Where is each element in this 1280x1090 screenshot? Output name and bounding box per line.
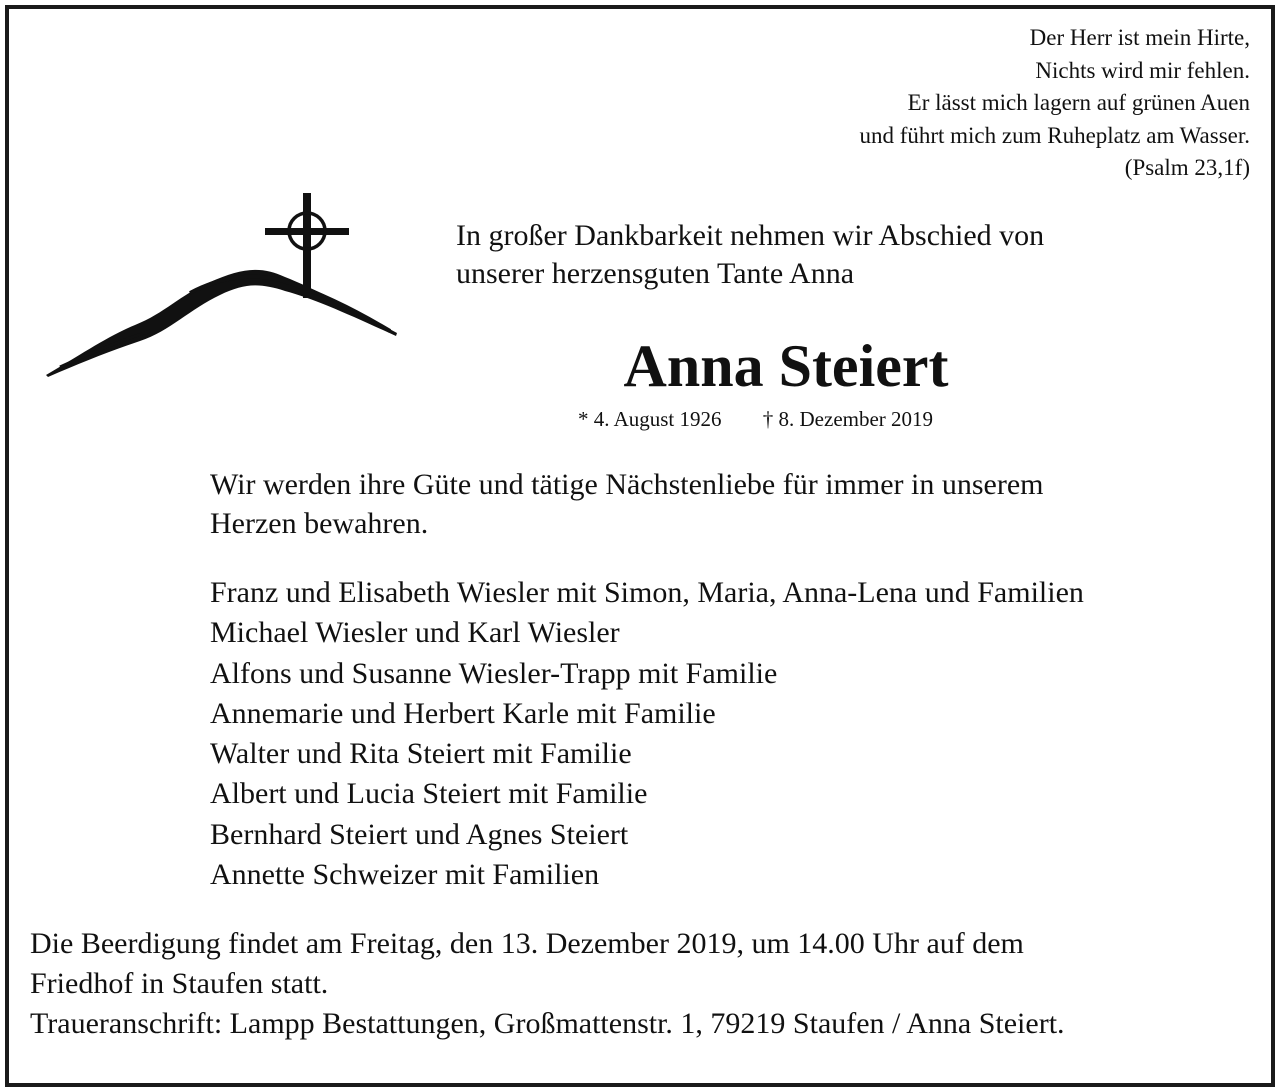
psalm-quote [859, 22, 1250, 185]
birth-date: * 4. August 1926 [578, 407, 722, 431]
deceased-name: Anna Steiert [623, 333, 949, 399]
list-item: Michael Wiesler und Karl Wiesler [210, 616, 620, 650]
funeral-line: Die Beerdigung findet am Freitag, den 13. Dezember 2019, um 14.00 Uhr auf dem [30, 927, 1024, 960]
list-item: Alfons und Susanne Wiesler-Trapp mit Familie [210, 656, 778, 690]
cross-horizontal [265, 228, 349, 235]
psalm-line: Der Herr ist mein Hirte, [1029, 25, 1250, 50]
list-item: Bernhard Steiert und Agnes Steiert [210, 817, 629, 851]
psalm-reference: (Psalm 23,1f) [1124, 155, 1250, 180]
list-item: Walter und Rita Steiert mit Familie [210, 737, 632, 771]
psalm-line: Nichts wird mir fehlen. [1035, 57, 1250, 83]
death-date: † 8. Dezember 2019 [762, 407, 934, 431]
psalm-line: und führt mich zum Ruheplatz am Wasser. [859, 122, 1250, 148]
tribute-line: Herzen bewahren. [210, 507, 429, 540]
intro-line: unserer herzensguten Tante Anna [456, 257, 855, 290]
mourning-address: Traueranschrift: Lampp Bestattungen, Großmattenstr. 1, 79219 Staufen / Anna Steiert. [30, 1007, 1065, 1040]
list-item: Albert und Lucia Steiert mit Familie [210, 777, 648, 811]
cross-vertical [303, 193, 311, 298]
list-item: Franz und Elisabeth Wiesler mit Simon, Maria, Anna-Lena und Familien [210, 576, 1084, 609]
list-item: Annette Schweizer mit Familien [210, 858, 600, 892]
intro-line: In großer Dankbarkeit nehmen wir Abschied von [456, 219, 1045, 252]
life-dates [578, 405, 933, 433]
funeral-line: Friedhof in Staufen statt. [30, 967, 329, 1000]
mourners-list [210, 573, 1084, 895]
intro-text [456, 217, 1044, 293]
tribute-text [210, 465, 1044, 543]
funeral-info [30, 924, 1065, 1044]
list-item: Annemarie und Herbert Karle mit Familie [210, 696, 716, 730]
tribute-line: Wir werden ihre Güte und tätige Nächstenliebe für immer in unserem [210, 468, 1044, 501]
psalm-line: Er lässt mich lagern auf grünen Auen [907, 90, 1250, 115]
